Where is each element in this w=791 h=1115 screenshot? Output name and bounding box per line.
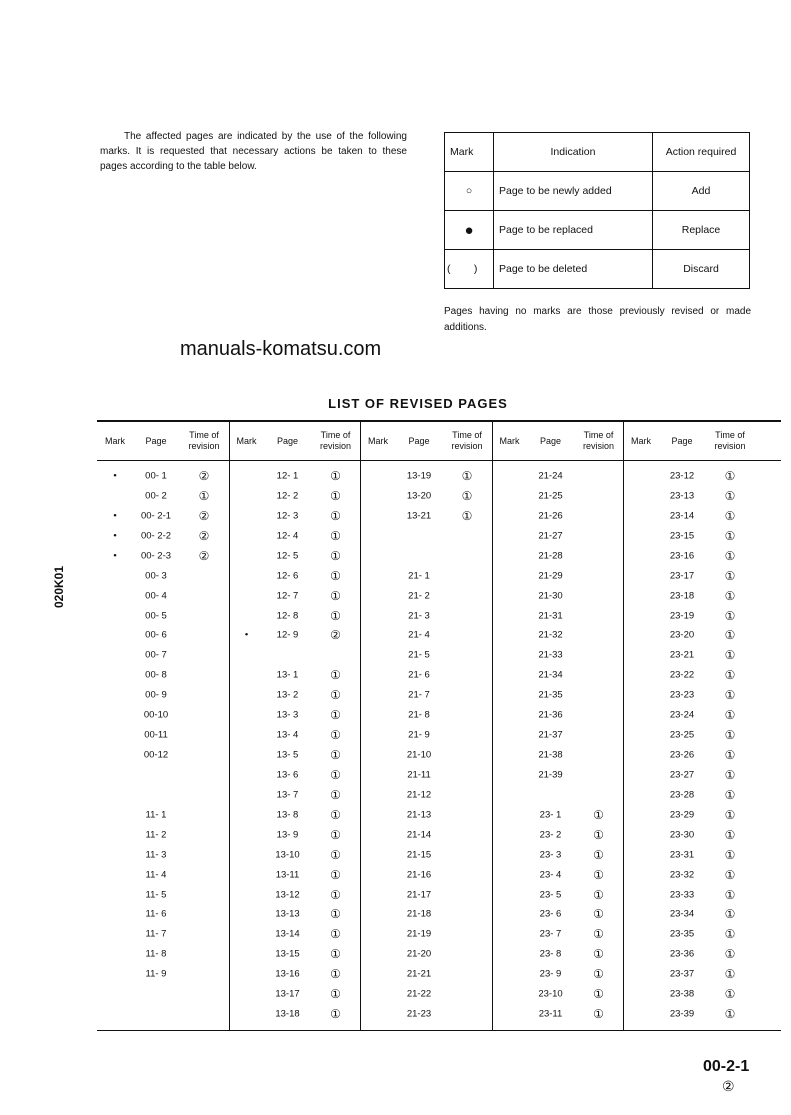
row-page: 23-23 xyxy=(669,689,695,701)
header-revision: revision xyxy=(319,441,351,451)
row-revision: ① xyxy=(724,708,736,723)
row-page: 21-33 xyxy=(538,649,563,661)
header-time-of: Time of xyxy=(583,430,614,440)
row-revision: ① xyxy=(593,847,604,862)
row-revision: ① xyxy=(330,588,341,603)
row-page: 11- 9 xyxy=(145,968,167,980)
row-page: 13- 1 xyxy=(276,669,299,681)
row-page: 11- 2 xyxy=(145,829,167,841)
row-page: 13- 4 xyxy=(276,729,299,741)
row-revision: ① xyxy=(724,469,736,483)
row-revision: ① xyxy=(593,867,604,882)
row-revision: ① xyxy=(593,927,604,942)
row-page: 13-16 xyxy=(275,968,300,980)
row-page: 21- 7 xyxy=(408,689,430,701)
row-page: 13-15 xyxy=(275,948,300,960)
row-revision: ① xyxy=(330,887,341,902)
row-revision: ① xyxy=(198,488,210,503)
row-page: 13-13 xyxy=(275,908,300,920)
row-revision: ① xyxy=(593,887,604,902)
row-revision: ① xyxy=(330,668,341,683)
row-page: 13-17 xyxy=(275,988,300,1000)
row-revision: ① xyxy=(330,508,341,523)
row-revision: ① xyxy=(593,907,604,922)
row-revision: ① xyxy=(724,967,736,982)
row-page: 00- 8 xyxy=(145,669,167,681)
row-page: 21-32 xyxy=(538,629,563,641)
row-page: 13-21 xyxy=(406,510,432,522)
row-page: 21-26 xyxy=(538,510,563,522)
row-mark: • xyxy=(244,629,249,641)
row-page: 11- 6 xyxy=(145,908,167,920)
row-page: 23- 7 xyxy=(539,928,562,940)
row-page: 23-32 xyxy=(669,869,695,881)
row-revision: ① xyxy=(724,668,736,683)
row-page: 23- 9 xyxy=(539,968,562,980)
row-mark: • xyxy=(113,510,117,522)
row-revision: ② xyxy=(198,548,210,563)
row-page: 21-22 xyxy=(406,988,432,1000)
row-revision: ① xyxy=(330,847,341,862)
row-page: 23- 8 xyxy=(539,948,562,960)
header-page: Page xyxy=(671,436,693,446)
row-page: 13- 9 xyxy=(276,829,299,841)
row-revision: ① xyxy=(724,907,736,922)
legend-row xyxy=(445,250,750,289)
row-page: 23-33 xyxy=(669,889,695,901)
row-page: 23-39 xyxy=(669,1008,695,1020)
row-page: 21-38 xyxy=(538,749,563,761)
row-page: 23-31 xyxy=(669,849,695,861)
header-mark: Mark xyxy=(105,436,125,446)
page-title: LIST OF REVISED PAGES xyxy=(328,396,508,411)
row-page: 11- 4 xyxy=(145,869,167,881)
row-page: 13- 7 xyxy=(276,789,299,801)
row-revision: ① xyxy=(330,967,341,982)
header-time-of: Time of xyxy=(320,430,351,440)
row-page: 23-17 xyxy=(669,570,695,582)
row-page: 13-20 xyxy=(406,490,432,502)
row-page: 21- 6 xyxy=(408,669,430,681)
page-number: 00-2-1 xyxy=(703,1058,750,1075)
legend-header-indication: Indication xyxy=(494,133,653,172)
row-revision: ① xyxy=(593,967,604,982)
legend-action: Add xyxy=(653,172,750,211)
row-revision: ① xyxy=(330,827,341,842)
row-page: 23-29 xyxy=(669,809,695,821)
row-page: 00-12 xyxy=(143,749,169,761)
legend-action: Discard xyxy=(653,250,750,289)
legend-header-action: Action required xyxy=(653,133,750,172)
row-page: 23-16 xyxy=(669,550,695,562)
row-page: 11- 7 xyxy=(145,928,167,940)
row-revision: ① xyxy=(330,767,341,782)
legend-row xyxy=(445,172,750,211)
row-page: 13- 3 xyxy=(276,709,299,721)
row-page: 11- 5 xyxy=(145,889,167,901)
row-revision: ① xyxy=(724,608,736,623)
legend-table xyxy=(444,132,750,289)
row-revision: ② xyxy=(198,508,210,523)
row-revision: ② xyxy=(198,469,210,483)
row-revision: ① xyxy=(724,728,736,743)
legend-mark-add: ○ xyxy=(445,172,494,211)
header-revision: revision xyxy=(451,441,483,451)
row-page: 23-26 xyxy=(669,749,695,761)
row-page: 21-13 xyxy=(406,809,432,821)
row-revision: ① xyxy=(330,608,341,623)
row-page: 00- 5 xyxy=(145,610,167,621)
row-page: 21-16 xyxy=(406,869,432,881)
row-page: 23- 5 xyxy=(539,889,562,901)
row-page: 12- 4 xyxy=(276,530,299,542)
row-revision: ① xyxy=(724,588,736,603)
row-page: 21-31 xyxy=(538,610,563,621)
row-revision: ① xyxy=(461,469,473,483)
row-page: 13-10 xyxy=(275,849,300,861)
row-page: 21-28 xyxy=(538,550,563,562)
row-page: 21-12 xyxy=(406,789,432,801)
row-page: 23-15 xyxy=(669,530,695,542)
row-revision: ① xyxy=(461,488,473,503)
row-revision: ① xyxy=(593,827,604,842)
row-revision: ① xyxy=(330,947,341,962)
row-revision: ① xyxy=(593,987,604,1002)
row-page: 11- 1 xyxy=(145,809,167,821)
row-page: 23- 2 xyxy=(539,829,562,841)
legend-mark-replace: ● xyxy=(445,211,494,250)
row-page: 00- 9 xyxy=(145,689,167,701)
row-revision: ① xyxy=(330,528,341,543)
row-revision: ① xyxy=(330,1007,341,1022)
row-page: 23-35 xyxy=(669,928,695,940)
row-revision: ① xyxy=(330,787,341,802)
row-page: 13- 5 xyxy=(276,749,299,761)
row-revision: ① xyxy=(724,847,736,862)
row-page: 21- 3 xyxy=(408,610,430,621)
row-revision: ① xyxy=(330,748,341,763)
row-page: 00-11 xyxy=(144,729,168,741)
row-page: 23-11 xyxy=(538,1008,563,1020)
row-revision: ① xyxy=(724,528,736,543)
row-revision: ① xyxy=(724,568,736,583)
row-revision: ② xyxy=(198,528,210,543)
row-page: 21- 2 xyxy=(408,590,430,602)
row-page: 21-39 xyxy=(538,769,563,781)
row-page: 23- 6 xyxy=(539,908,562,920)
row-page: 23-34 xyxy=(669,908,695,920)
row-mark: • xyxy=(113,530,117,542)
legend-indication: Page to be newly added xyxy=(494,172,653,211)
column-divider xyxy=(492,422,493,1030)
row-page: 23- 3 xyxy=(539,849,562,861)
column-divider xyxy=(360,422,361,1030)
legend-header-mark: Mark xyxy=(445,133,494,172)
row-page: 13- 8 xyxy=(276,809,299,821)
header-page: Page xyxy=(539,436,562,446)
row-revision: ① xyxy=(593,807,604,822)
legend-action: Replace xyxy=(653,211,750,250)
row-page: 21-19 xyxy=(406,928,432,940)
legend-note: Pages having no marks are those previously revised or made additions. xyxy=(444,306,751,333)
row-page: 21-34 xyxy=(538,669,563,681)
row-revision: ① xyxy=(330,867,341,882)
header-page: Page xyxy=(276,436,299,446)
legend-indication: Page to be replaced xyxy=(494,211,653,250)
row-revision: ① xyxy=(330,927,341,942)
row-page: 13-19 xyxy=(406,470,432,482)
row-mark: • xyxy=(113,470,117,482)
row-page: 23-14 xyxy=(669,510,695,522)
row-page: 00- 1 xyxy=(145,470,167,482)
row-page: 21- 5 xyxy=(408,649,430,661)
row-revision: ① xyxy=(330,688,341,703)
header-revision: revision xyxy=(582,441,614,451)
row-page: 21- 4 xyxy=(408,629,430,641)
row-page: 12- 9 xyxy=(276,629,299,641)
revised-pages-table xyxy=(97,420,781,1031)
row-page: 23-13 xyxy=(669,490,695,502)
row-revision: ① xyxy=(330,568,341,583)
row-page: 23-20 xyxy=(669,629,695,641)
row-page: 21-11 xyxy=(407,769,431,781)
row-revision: ① xyxy=(724,827,736,842)
row-page: 00- 7 xyxy=(145,649,167,661)
row-revision: ① xyxy=(330,488,341,503)
row-revision: ① xyxy=(593,1007,604,1022)
row-page: 21-36 xyxy=(538,709,563,721)
row-page: 13- 2 xyxy=(276,689,299,701)
row-revision: ① xyxy=(724,628,736,643)
header-mark: Mark xyxy=(631,436,651,446)
row-revision: ① xyxy=(724,688,736,703)
row-page: 00- 6 xyxy=(145,629,167,641)
header-time-of: Time of xyxy=(715,430,745,440)
row-page: 21-23 xyxy=(406,1008,432,1020)
row-page: 23-24 xyxy=(669,709,695,721)
row-page: 23- 1 xyxy=(539,809,562,821)
row-page: 23-21 xyxy=(669,649,695,661)
column-divider xyxy=(229,422,230,1030)
row-page: 23-19 xyxy=(669,610,695,621)
row-page: 13-12 xyxy=(275,889,300,901)
row-page: 21-35 xyxy=(538,689,563,701)
row-revision: ① xyxy=(330,708,341,723)
row-page: 00- 4 xyxy=(145,590,167,602)
row-page: 23-10 xyxy=(538,988,563,1000)
row-page: 00- 2-2 xyxy=(140,530,172,542)
row-page: 12- 7 xyxy=(276,590,299,602)
header-page: Page xyxy=(145,436,167,446)
row-revision: ① xyxy=(330,807,341,822)
row-revision: ② xyxy=(330,628,341,643)
row-page: 00- 2-3 xyxy=(140,550,172,562)
row-page: 23-38 xyxy=(669,988,695,1000)
row-revision: ① xyxy=(724,548,736,563)
header-time-of: Time of xyxy=(189,430,219,440)
row-page: 21-24 xyxy=(538,470,563,482)
row-revision: ① xyxy=(724,1007,736,1022)
row-page: 12- 2 xyxy=(276,490,299,502)
row-page: 23-30 xyxy=(669,829,695,841)
row-page: 13- 6 xyxy=(276,769,299,781)
row-revision: ① xyxy=(330,987,341,1002)
row-page: 23- 4 xyxy=(539,869,562,881)
row-page: 12- 8 xyxy=(276,610,299,621)
header-revision: revision xyxy=(714,441,746,451)
row-page: 23-36 xyxy=(669,948,695,960)
legend-indication: Page to be deleted xyxy=(494,250,653,289)
row-revision: ① xyxy=(724,508,736,523)
header-mark: Mark xyxy=(236,436,257,446)
watermark: manuals-komatsu.com xyxy=(180,338,382,360)
row-page: 00- 2-1 xyxy=(140,510,172,522)
row-page: 21- 8 xyxy=(408,709,430,721)
row-page: 23-27 xyxy=(669,769,695,781)
row-page: 23-25 xyxy=(669,729,695,741)
row-revision: ① xyxy=(724,648,736,663)
header-mark: Mark xyxy=(368,436,388,446)
header-page: Page xyxy=(408,436,430,446)
row-page: 23-18 xyxy=(669,590,695,602)
row-page: 21-37 xyxy=(538,729,563,741)
row-page: 21-15 xyxy=(406,849,432,861)
row-page: 13-14 xyxy=(275,928,300,940)
row-page: 12- 6 xyxy=(276,570,299,582)
row-revision: ① xyxy=(724,947,736,962)
row-page: 21-21 xyxy=(406,968,432,980)
row-page: 21-25 xyxy=(538,490,563,502)
row-page: 21-29 xyxy=(538,570,563,582)
row-revision: ① xyxy=(724,887,736,902)
row-page: 23-22 xyxy=(669,669,695,681)
column-divider xyxy=(623,422,624,1030)
row-page: 00- 2 xyxy=(145,490,167,502)
row-page: 21-30 xyxy=(538,590,563,602)
row-revision: ① xyxy=(330,907,341,922)
row-revision: ① xyxy=(724,987,736,1002)
row-page: 11- 8 xyxy=(145,948,167,960)
row-revision: ① xyxy=(330,728,341,743)
side-code: 020K01 xyxy=(52,565,67,609)
row-revision: ① xyxy=(330,548,341,563)
row-page: 21-18 xyxy=(406,908,432,920)
legend-mark-delete: ( ) xyxy=(445,250,494,289)
row-page: 11- 3 xyxy=(145,849,167,861)
row-mark: • xyxy=(113,550,117,562)
row-page: 12- 1 xyxy=(276,470,299,482)
row-page: 12- 5 xyxy=(276,550,299,562)
row-page: 00-10 xyxy=(143,709,169,721)
intro-paragraph: The affected pages are indicated by the use of the following marks. It is requested that necessary actions be taken to these pages according to the table below. xyxy=(100,131,407,172)
row-page: 13-11 xyxy=(275,869,300,881)
row-page: 00- 3 xyxy=(145,570,167,582)
row-revision: ① xyxy=(724,927,736,942)
row-page: 23-37 xyxy=(669,968,695,980)
row-revision: ① xyxy=(724,767,736,782)
row-page: 23-12 xyxy=(669,470,695,482)
row-revision: ① xyxy=(724,488,736,503)
header-time-of: Time of xyxy=(452,430,482,440)
row-revision: ① xyxy=(330,469,341,483)
row-page: 21- 1 xyxy=(408,570,430,582)
row-revision: ① xyxy=(724,787,736,802)
row-page: 21- 9 xyxy=(408,729,430,741)
row-revision: ① xyxy=(593,947,604,962)
row-page: 21-14 xyxy=(406,829,432,841)
row-revision: ① xyxy=(461,508,473,523)
legend-header-row xyxy=(445,133,750,172)
row-revision: ① xyxy=(724,748,736,763)
header-revision: revision xyxy=(188,441,220,451)
row-page: 21-17 xyxy=(406,889,432,901)
row-page: 21-20 xyxy=(406,948,432,960)
row-revision: ① xyxy=(724,867,736,882)
header-mark: Mark xyxy=(499,436,520,446)
page-revision: ② xyxy=(722,1078,735,1094)
row-page: 23-28 xyxy=(669,789,695,801)
row-page: 12- 3 xyxy=(276,510,299,522)
row-page: 21-27 xyxy=(538,530,563,542)
row-revision: ① xyxy=(724,807,736,822)
row-page: 13-18 xyxy=(275,1008,300,1020)
legend-row xyxy=(445,211,750,250)
row-page: 21-10 xyxy=(406,749,432,761)
